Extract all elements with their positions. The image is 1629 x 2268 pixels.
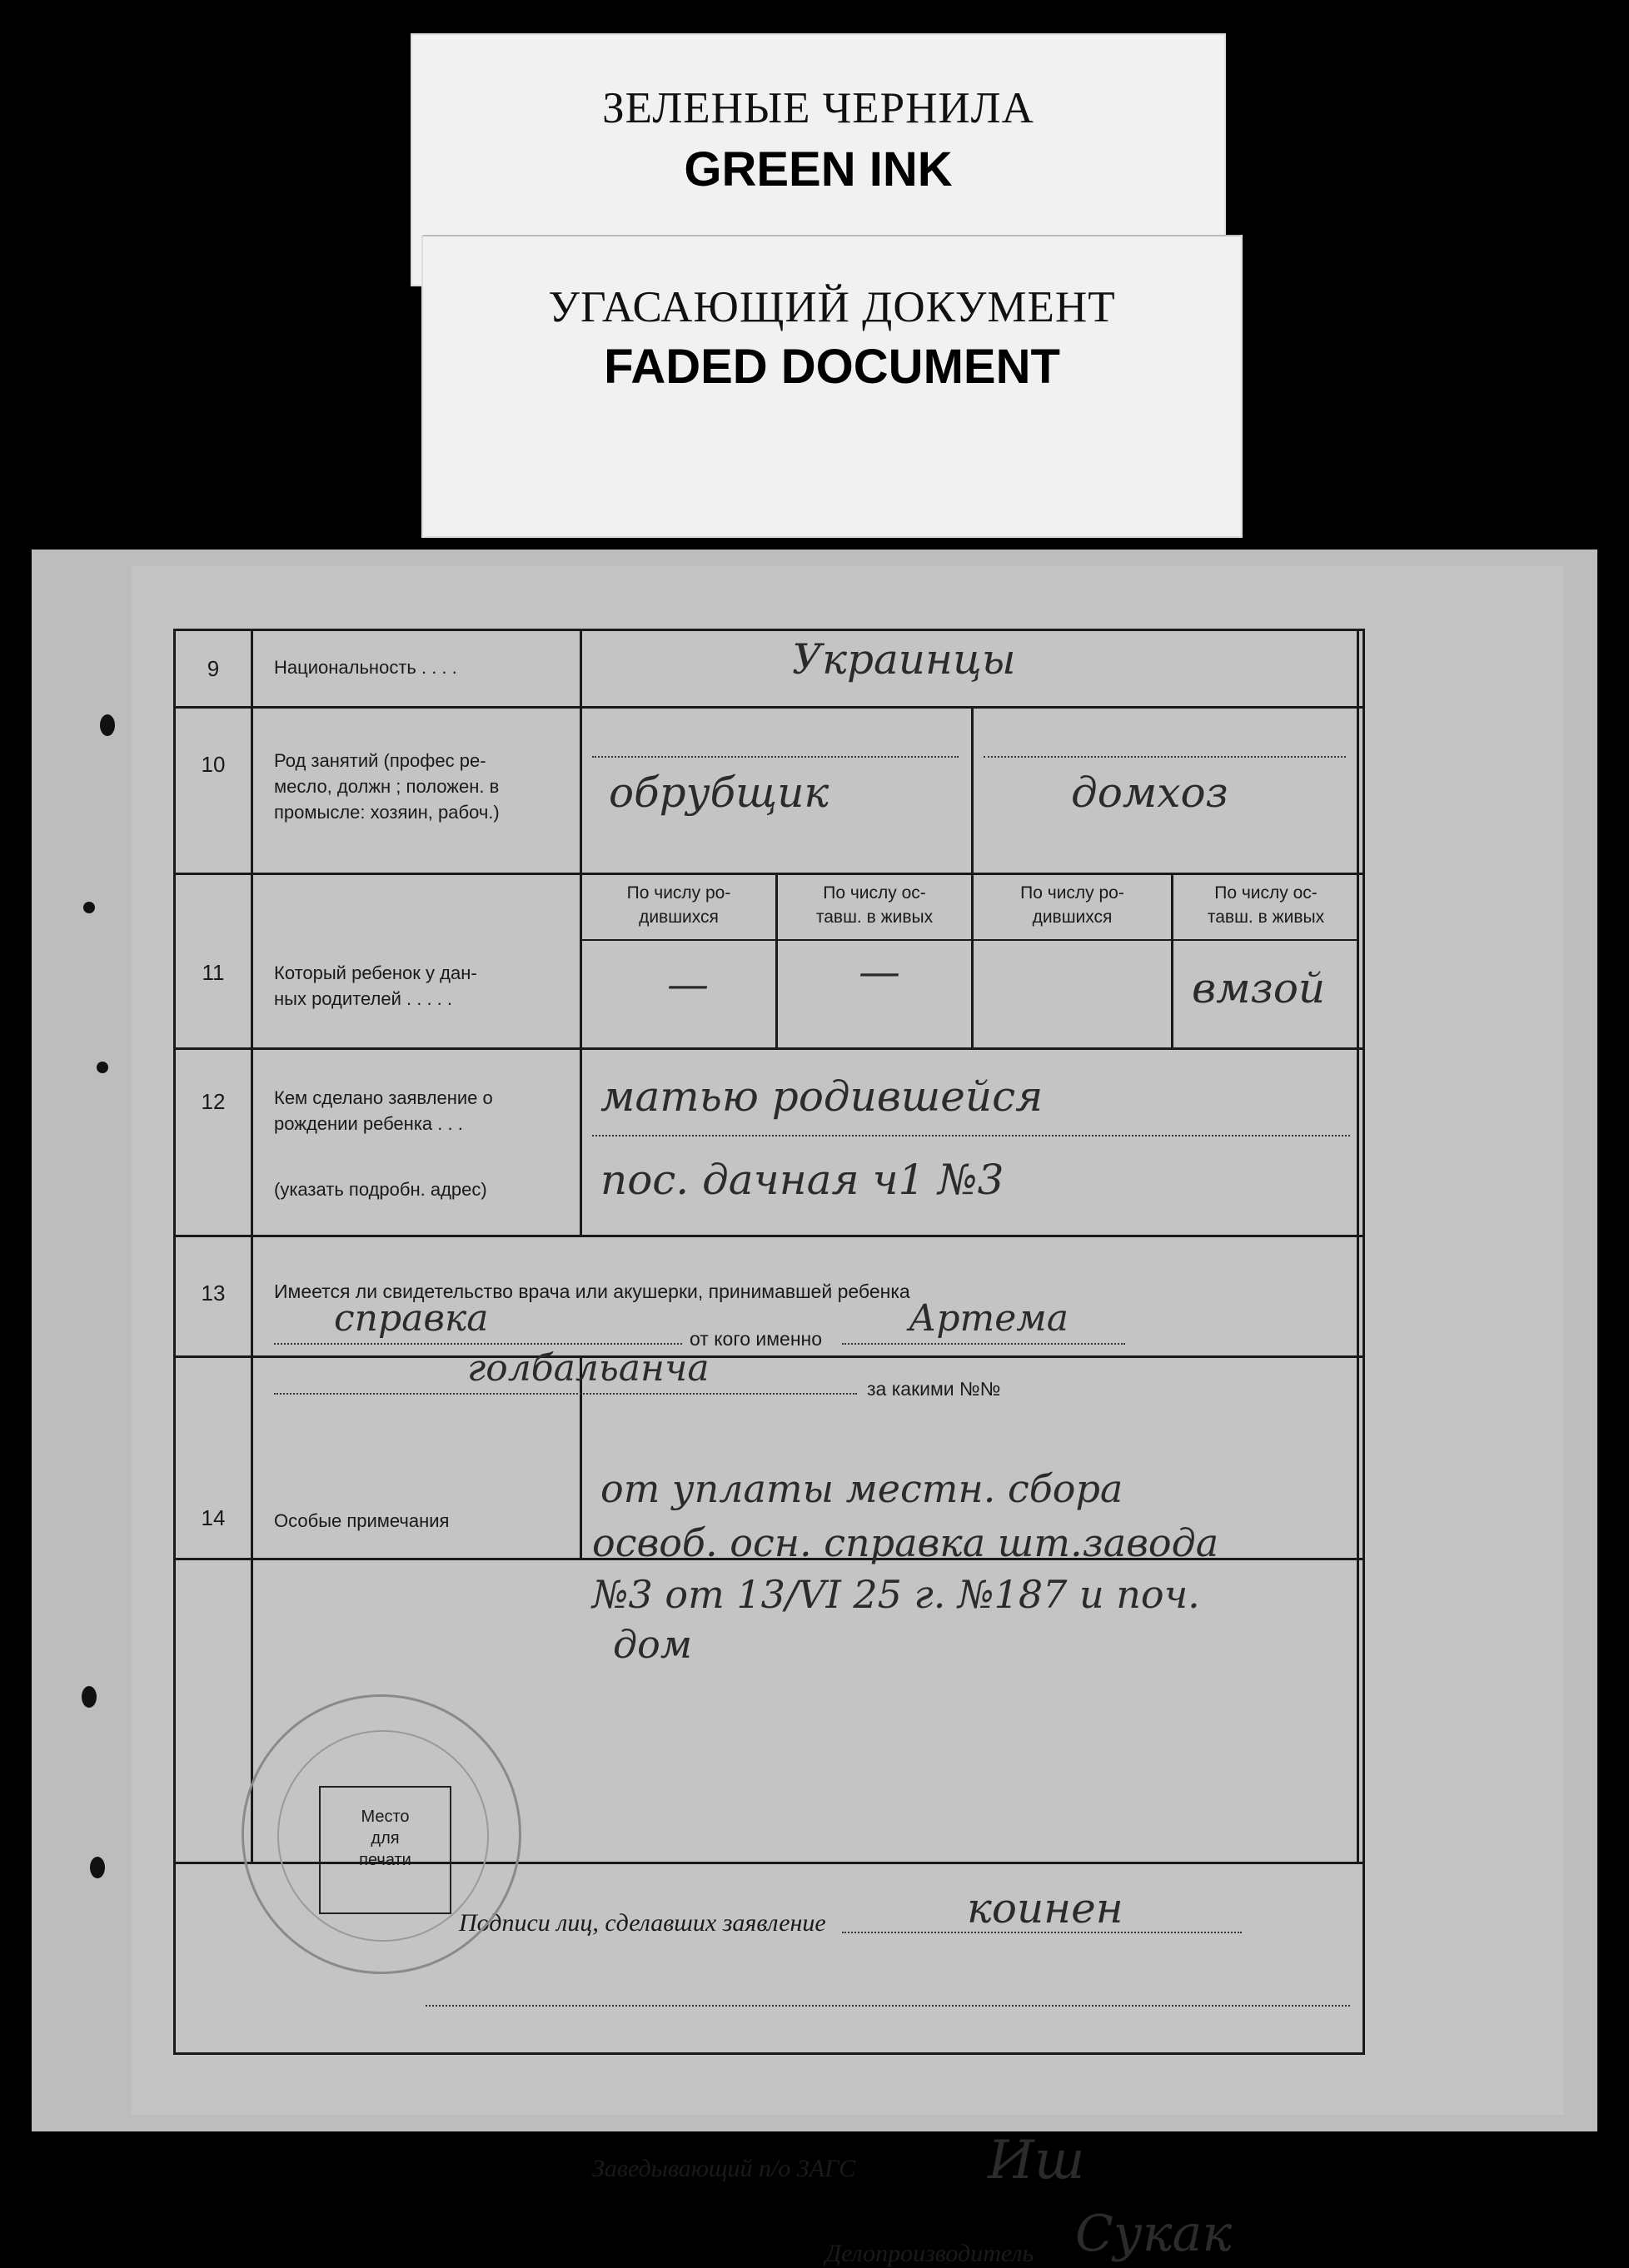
nationality-label: Национальность . . . . <box>274 657 457 678</box>
form-page <box>132 566 1564 2267</box>
green-ink-en: GREEN INK <box>684 142 953 196</box>
notes-line-4: дом <box>613 1622 692 1667</box>
nationality-value: Украинцы <box>792 635 1016 684</box>
faded-document-ru: УГАСАЮЩИЙ ДОКУМЕНТ <box>548 283 1116 331</box>
declarant-label: Кем сделано заявление о рождении ребенка . . . <box>274 1087 493 1134</box>
occupation-label: Род занятий (профес ре- месло, должн ; положен. в промысле: хозяин, рабоч.) <box>274 750 500 823</box>
row-13-number: 13 <box>201 1281 226 1306</box>
applicants-signature-label: Подписи лиц, сделавших заявление <box>459 1909 826 1937</box>
r11-value-4: вмзой <box>1192 964 1326 1012</box>
head-label: Заведывающий п/о ЗАГС <box>592 2155 856 2182</box>
stamp-place-box: Место для печати <box>319 1786 451 1914</box>
row-14-number: 14 <box>201 1505 226 1530</box>
numbers-label: за какими №№ <box>867 1378 1001 1400</box>
row-10-number: 10 <box>201 752 226 777</box>
row-12-number: 12 <box>201 1089 226 1114</box>
from-whom-value: Артема <box>909 1297 1069 1340</box>
clerk-label: Делопроизводитель <box>825 2240 1034 2267</box>
declarant-value: матью родившейся <box>600 1072 1044 1121</box>
child-order-label: Который ребенок у дан- ных родителей . . . . . <box>274 962 477 1009</box>
row-9-number: 9 <box>207 656 220 681</box>
record-sheet <box>32 550 1597 2267</box>
r11-value-2: — <box>859 947 900 996</box>
punch-hole <box>82 1686 97 1708</box>
r11-sub-1: По числу ро- дившихся <box>626 883 731 927</box>
from-whom-value-2: голбальанча <box>467 1347 710 1390</box>
r11-sub-3: По числу ро- дившихся <box>1020 883 1124 927</box>
punch-hole <box>100 714 115 736</box>
r11-value-1: — <box>667 960 709 1008</box>
row-11-number: 11 <box>202 960 225 985</box>
green-ink-ru: ЗЕЛЕНЫЕ ЧЕРНИЛА <box>602 84 1034 132</box>
r11-sub-4: По числу ос- тавш. в живых <box>1207 883 1325 927</box>
certificate-label: Имеется ли свидетельство врача или акушерки, принимавшей ребенка <box>274 1281 910 1302</box>
notes-line-1: от уплаты местн. сбора <box>600 1466 1123 1511</box>
address-note: (указать подробн. адрес) <box>274 1179 487 1200</box>
r11-sub-2: По числу ос- тавш. в живых <box>815 883 934 927</box>
applicants-signature-value: коинен <box>967 1884 1123 1932</box>
faded-document-card <box>423 236 1241 536</box>
punch-hole <box>90 1857 105 1878</box>
notes-label: Особые примечания <box>274 1510 450 1531</box>
occupation-father: обрубщик <box>609 768 829 817</box>
punch-hole <box>83 902 95 913</box>
clerk-signature: Сукак <box>1075 2205 1233 2263</box>
notes-line-2: освоб. осн. справка шт.завода <box>592 1520 1219 1565</box>
notes-line-3: №3 от 13/VI 25 г. №187 и поч. <box>592 1572 1200 1617</box>
certificate-value: справка <box>334 1297 489 1340</box>
from-whom-label: от кого именно <box>690 1328 823 1350</box>
declarant-address: пос. дачная ч1 №3 <box>600 1156 1004 1204</box>
punch-hole <box>97 1062 108 1073</box>
occupation-mother: домхоз <box>1071 768 1228 817</box>
faded-document-en: FADED DOCUMENT <box>604 340 1060 394</box>
head-signature: Иш <box>988 2130 1085 2191</box>
